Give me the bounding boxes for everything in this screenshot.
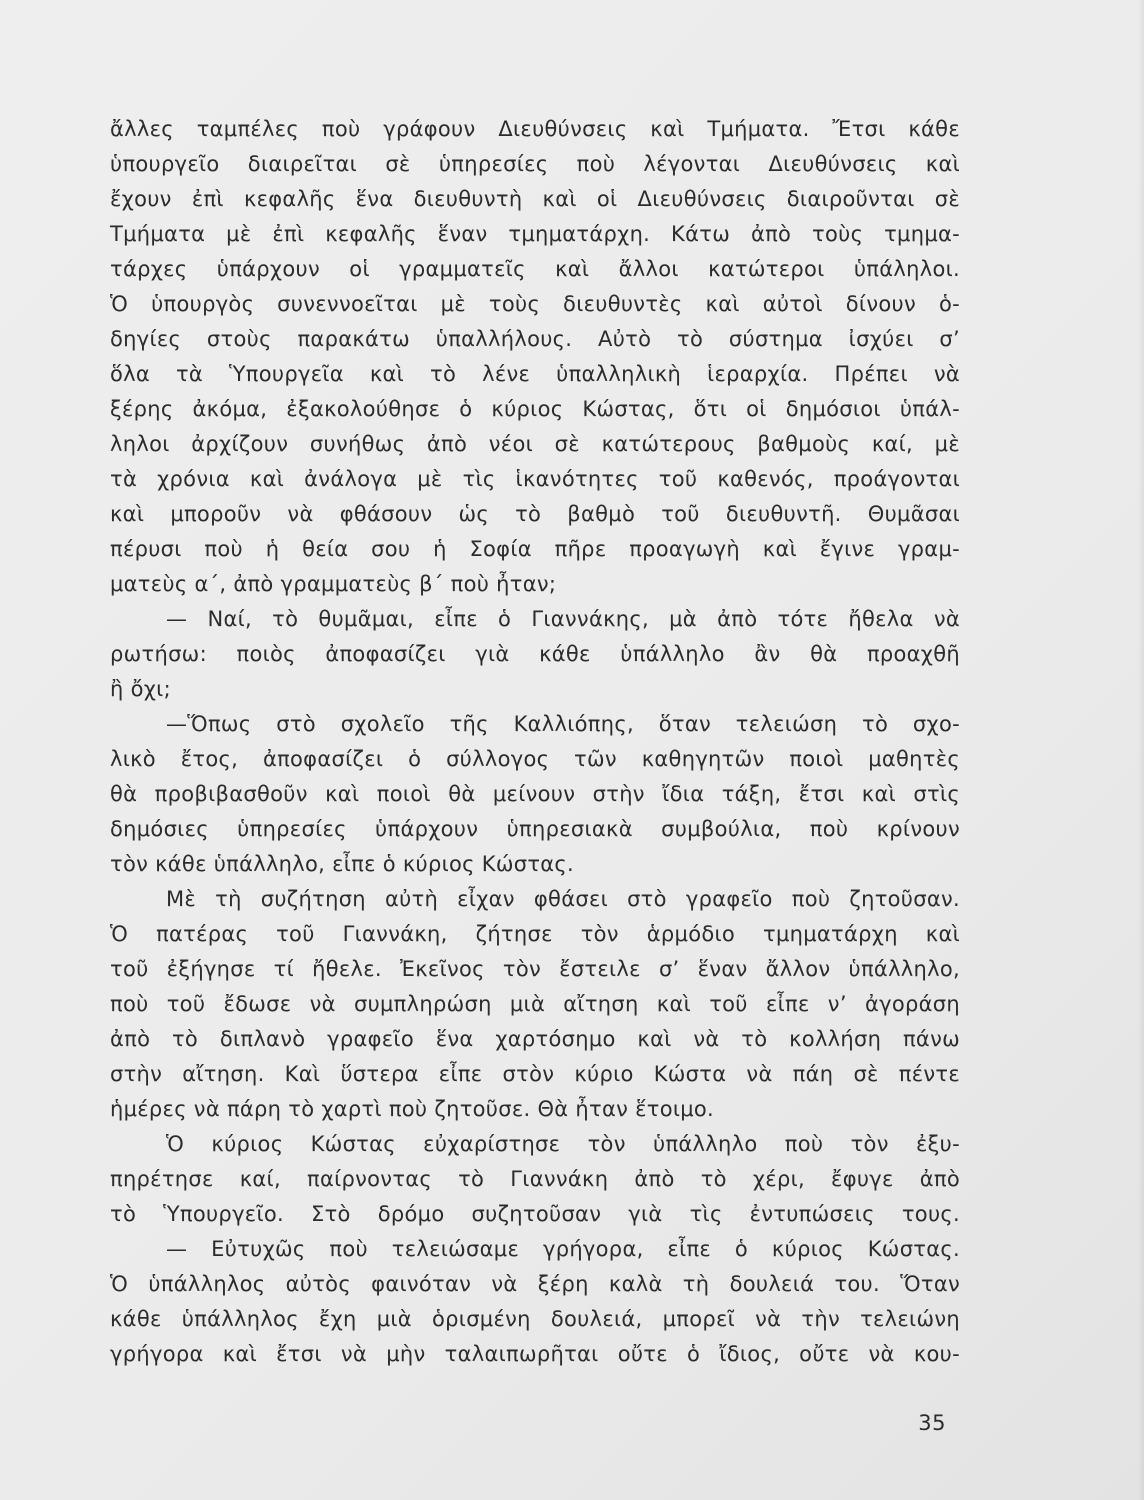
text-line: γρήγορα καὶ ἔτσι νὰ μὴν ταλαιπωρῆται οὔτε ὁ ἴδιος, οὔτε νὰ κου- bbox=[110, 1342, 960, 1366]
text-line: πηρέτησε καί, παίρνοντας τὸ Γιαννάκη ἀπὸ τὸ χέρι, ἔφυγε ἀπὸ bbox=[110, 1167, 960, 1191]
text-line: ληλοι ἀρχίζουν συνήθως ἀπὸ νέοι σὲ κατώτερους βαθμοὺς καί, μὲ bbox=[110, 432, 960, 456]
body-text bbox=[110, 112, 960, 1372]
text-line: — Ναί, τὸ θυμᾶμαι, εἶπε ὁ Γιαννάκης, μὰ ἀπὸ τότε ἤθελα νὰ bbox=[166, 607, 960, 631]
text-line: —Ὅπως στὸ σχολεῖο τῆς Καλλιόπης, ὅταν τελειώση τὸ σχο- bbox=[166, 712, 960, 736]
text-line: Ὁ ὑπάλληλος αὐτὸς φαινόταν νὰ ξέρη καλὰ τὴ δουλειά του. Ὅταν bbox=[110, 1272, 960, 1296]
text-line: Ὁ ὑπουργὸς συνεννοεῖται μὲ τοὺς διευθυντὲς καὶ αὐτοὶ δίνουν ὁ- bbox=[110, 292, 960, 316]
text-line: τὸν κάθε ὑπάλληλο, εἶπε ὁ κύριος Κώστας. bbox=[110, 852, 575, 876]
text-line: Ὁ πατέρας τοῦ Γιαννάκη, ζήτησε τὸν ἁρμόδιο τμηματάρχη καὶ bbox=[110, 922, 960, 946]
text-line: ἡμέρες νὰ πάρη τὸ χαρτὶ ποὺ ζητοῦσε. Θὰ ἦταν ἕτοιμο. bbox=[110, 1097, 715, 1121]
text-line: τάρχες ὑπάρχουν οἱ γραμματεῖς καὶ ἄλλοι κατώτεροι ὑπάληλοι. bbox=[110, 257, 960, 281]
text-line: δημόσιες ὑπηρεσίες ὑπάρχουν ὑπηρεσιακὰ συμβούλια, ποὺ κρίνουν bbox=[110, 817, 960, 841]
text-line: ἀπὸ τὸ διπλανὸ γραφεῖο ἕνα χαρτόσημο καὶ νὰ τὸ κολλήση πάνω bbox=[110, 1027, 960, 1051]
text-line: στὴν αἴτηση. Καὶ ὕστερα εἶπε στὸν κύριο Κώστα νὰ πάη σὲ πέντε bbox=[110, 1062, 960, 1086]
text-line: ματεὺς α΄, ἀπὸ γραμματεὺς β΄ ποὺ ἦταν; bbox=[110, 572, 557, 596]
text-line: ξέρης ἀκόμα, ἐξακολούθησε ὁ κύριος Κώστας, ὅτι οἱ δημόσιοι ὑπάλ- bbox=[110, 397, 960, 421]
text-line: Ὁ κύριος Κώστας εὐχαρίστησε τὸν ὑπάλληλο ποὺ τὸν ἐξυ- bbox=[166, 1132, 960, 1156]
text-line: τοῦ ἐξήγησε τί ἤθελε. Ἐκεῖνος τὸν ἔστειλε σ’ ἕναν ἄλλον ὑπάλληλο, bbox=[110, 957, 960, 981]
text-line: ἢ ὄχι; bbox=[110, 677, 171, 701]
text-line: ἄλλες ταμπέλες ποὺ γράφουν Διευθύνσεις καὶ Τμήματα. Ἔτσι κάθε bbox=[110, 117, 960, 141]
text-line: θὰ προβιβασθοῦν καὶ ποιοὶ θὰ μείνουν στὴν ἴδια τάξη, ἔτσι καὶ στὶς bbox=[110, 782, 960, 806]
text-line: κάθε ὑπάλληλος ἔχη μιὰ ὁρισμένη δουλειά, μπορεῖ νὰ τὴν τελειώνη bbox=[110, 1307, 960, 1331]
text-line: ρωτήσω: ποιὸς ἀποφασίζει γιὰ κάθε ὑπάλληλο ἂν θὰ προαχθῆ bbox=[110, 642, 960, 666]
text-line: ὑπουργεῖο διαιρεῖται σὲ ὑπηρεσίες ποὺ λέγονται Διευθύνσεις καὶ bbox=[110, 152, 960, 176]
text-line: ποὺ τοῦ ἔδωσε νὰ συμπληρώση μιὰ αἴτηση καὶ τοῦ εἶπε ν’ ἀγοράση bbox=[110, 992, 960, 1016]
text-line: καὶ μποροῦν νὰ φθάσουν ὡς τὸ βαθμὸ τοῦ διευθυντῆ. Θυμᾶσαι bbox=[110, 502, 960, 526]
text-line: ἔχουν ἐπὶ κεφαλῆς ἕνα διευθυντὴ καὶ οἱ Διευθύνσεις διαιροῦνται σὲ bbox=[110, 187, 960, 211]
text-line: λικὸ ἔτος, ἀποφασίζει ὁ σύλλογος τῶν καθηγητῶν ποιοὶ μαθητὲς bbox=[110, 747, 960, 771]
text-line: τὰ χρόνια καὶ ἀνάλογα μὲ τὶς ἱκανότητες τοῦ καθενός, προάγονται bbox=[110, 467, 960, 491]
text-line: δηγίες στοὺς παρακάτω ὑπαλλήλους. Αὐτὸ τὸ σύστημα ἰσχύει σ’ bbox=[110, 327, 960, 351]
page-edge-shadow bbox=[1138, 0, 1144, 1500]
text-line: Μὲ τὴ συζήτηση αὐτὴ εἶχαν φθάσει στὸ γραφεῖο ποὺ ζητοῦσαν. bbox=[166, 887, 960, 911]
text-line: ὅλα τὰ Ὑπουργεῖα καὶ τὸ λένε ὑπαλληλικὴ ἱεραρχία. Πρέπει νὰ bbox=[110, 362, 960, 386]
text-line: πέρυσι ποὺ ἡ θεία σου ἡ Σοφία πῆρε προαγωγὴ καὶ ἔγινε γραμ- bbox=[110, 537, 960, 561]
text-line: τὸ Ὑπουργεῖο. Στὸ δρόμο συζητοῦσαν γιὰ τὶς ἐντυπώσεις τους. bbox=[110, 1202, 960, 1226]
text-line: — Εὐτυχῶς ποὺ τελειώσαμε γρήγορα, εἶπε ὁ κύριος Κώστας. bbox=[166, 1237, 960, 1261]
page-number: 35 bbox=[918, 1411, 946, 1435]
text-line: Τμήματα μὲ ἐπὶ κεφαλῆς ἕναν τμηματάρχη. Κάτω ἀπὸ τοὺς τμημα- bbox=[110, 222, 960, 246]
